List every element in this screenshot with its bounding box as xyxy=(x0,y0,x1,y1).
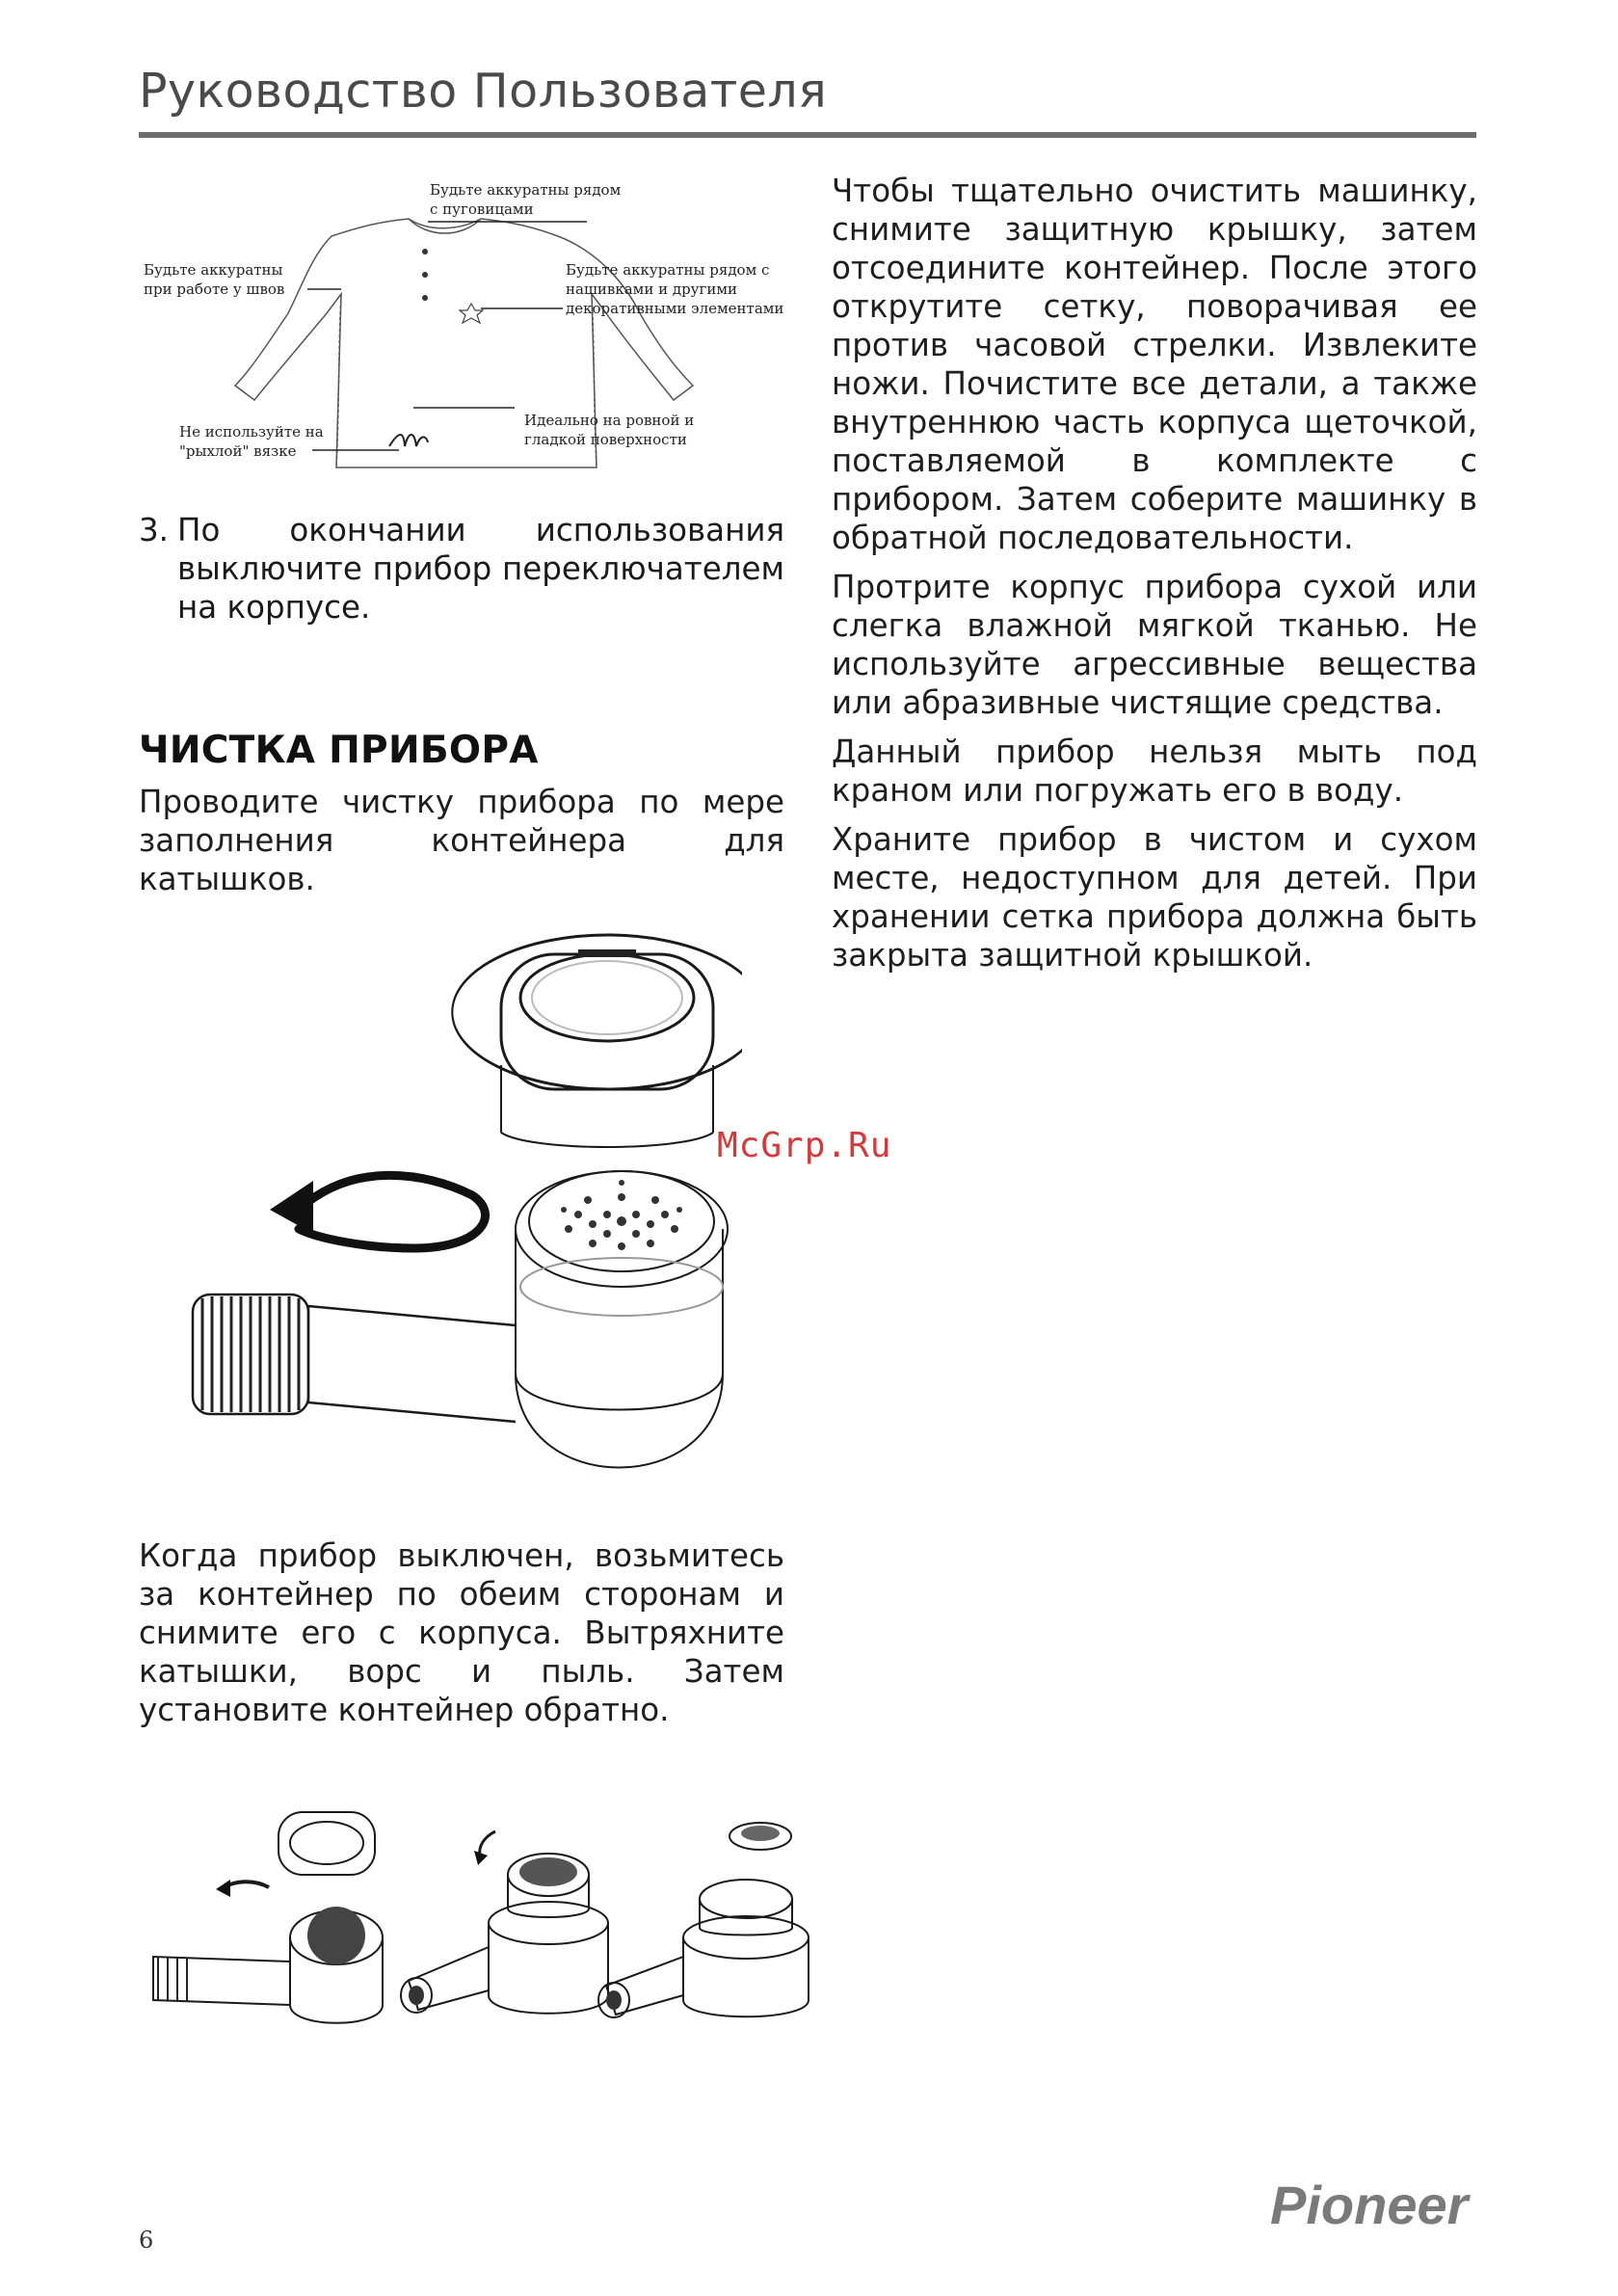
wipe-body-paragraph: Протрите корпус прибора сухой или слегка влажной мягкой тканью. Не используйте агрессивные вещества или абразивные чистящие средства. xyxy=(832,569,1477,721)
label-decor-3: декоративными элементами xyxy=(566,300,784,317)
watermark: McGrp.Ru xyxy=(717,1126,892,1165)
header-divider xyxy=(139,132,1476,138)
brand-logo: Pioneer xyxy=(1270,2175,1469,2235)
right-column xyxy=(832,172,1477,985)
mesh-holes xyxy=(561,1180,682,1250)
label-knit-1: Не используйте на xyxy=(179,423,324,441)
label-decor-1: Будьте аккуратны рядом с xyxy=(566,261,770,279)
page-number: 6 xyxy=(139,2227,154,2254)
storage-paragraph: Храните прибор в чистом и сухом месте, недоступном для детей. При хранении сетка прибора должна быть закрыта защитной крышкой. xyxy=(832,821,1477,974)
list-item-text: По окончании использования выключите прибор переключателем на корпусе. xyxy=(177,512,784,626)
device-head xyxy=(516,1171,728,1468)
cleaning-intro: Проводите чистку прибора по мере заполнения контейнера для катышков. xyxy=(139,784,784,897)
label-buttons-1: Будьте аккуратны рядом xyxy=(430,181,622,199)
disassembly-steps-illustration xyxy=(139,1802,813,2043)
step-3-device xyxy=(598,1823,809,2017)
label-decor-2: нашивками и другими xyxy=(566,280,738,298)
label-surface-1: Идеально на ровной и xyxy=(524,412,695,429)
label-knit-2: "рыхлой" вязке xyxy=(179,442,297,460)
label-surface-2: гладкой поверхности xyxy=(524,431,687,448)
cleaning-steps-paragraph: Чтобы тщательно очистить машинку, снимите защитную крышку, затем отсоедините контейнер. После этого открутите сетку, поворачивая ее против часовой стрелки. Извлеките ножи. Почистите все детали, а также внутреннюю часть корпуса щеточкой, поставляемой в комплекте с прибором. Затем соберите машинку в обратной последовательности. xyxy=(832,173,1477,556)
rotate-arrow-icon xyxy=(299,1175,486,1248)
section-heading: ЧИСТКА ПРИБОРА xyxy=(139,729,539,772)
device-cleaning-illustration xyxy=(183,921,742,1499)
sweater-illustration xyxy=(139,178,794,477)
list-item-3 xyxy=(139,511,784,627)
star-icon xyxy=(460,304,483,323)
no-water-paragraph: Данный прибор нельзя мыть под краном или погружать его в воду. xyxy=(832,734,1477,809)
label-buttons-2: с пуговицами xyxy=(430,200,534,218)
container-instructions: Когда прибор выключен, возьмитесь за контейнер по обеим сторонам и снимите его с корпуса. Вытряхните катышки, ворс и пыль. Затем установите контейнер обратно. xyxy=(139,1537,784,1728)
page-title: Руководство Пользователя xyxy=(139,64,828,119)
step-2-device xyxy=(401,1831,608,2014)
protective-cap xyxy=(452,935,742,1147)
button-dots xyxy=(422,249,428,301)
list-item-number: 3. xyxy=(139,512,170,548)
label-seams-1: Будьте аккуратны xyxy=(144,261,283,279)
label-seams-2: при работе у швов xyxy=(144,280,285,298)
loose-knit-squiggle xyxy=(389,435,428,446)
